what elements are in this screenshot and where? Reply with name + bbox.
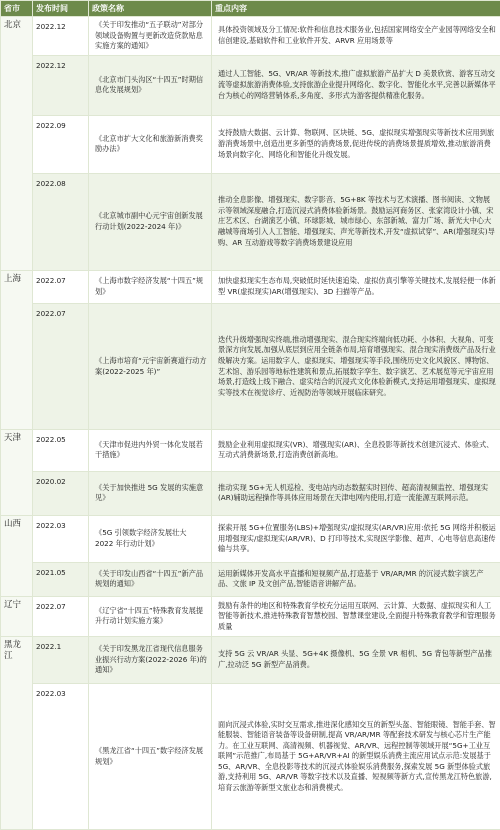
- policy-name-cell: 《上海市培育“元宇宙新赛道行动方案(2022-2025 年)”: [89, 304, 212, 429]
- content-cell: 支持鼓励大数据、云计算、物联网、区块链、5G、虚拟现实增强现实等新技术应用到旅游消费场景中,创造出更多新型的消费场景,促进传统的消费场景提质增效,推动旅游消费场景向数字化、网络化和智能化升级发展。: [212, 115, 500, 174]
- content-cell: 推动全息影像、增强现实、数字影音、5G+8K 等技术与艺术演播、图书阅读、文物展示等领域深度融合,打造沉浸式消费体验新场景。鼓励运河商务区、张家湾设计小镇、宋庄艺术区、台湖演艺小镇、环球影城、城市绿心、东部新城、富力广场、新光大中心大融城等商场引入人工智能、增强现实、声光等新技术,开发“虚拟试穿”、AR(增强现实)导购、AR 互动游戏等数字消费场景建设应用: [212, 174, 500, 270]
- table-row: [1, 17, 500, 56]
- content-cell: 鼓励有条件的地区和特殊教育学校充分运用互联网、云计算、大数据、虚拟现实和人工智能等新技术,推进特殊教育智慧校园、智慧课堂建设,全面提升特殊教育教学和管理服务质量: [212, 596, 500, 636]
- content-cell: 探索开展 5G+位置服务(LBS)+增强现实/虚拟现实(AR/VR)应用:依托 5G 网络并积极运用增强现实/虚拟现实(AR/VR)、D 打印等技术,实现医学影像、超声、心电等信息高速传输与共享。: [212, 515, 500, 562]
- date-cell: 2022.07: [33, 270, 89, 304]
- policy-name-cell: 《黑龙江省“十四五”数字经济发展规划》: [89, 684, 212, 830]
- date-cell: 2022.08: [33, 174, 89, 270]
- date-cell: 2022.12: [33, 56, 89, 116]
- content-cell: 通过人工智能、5G、VR/AR 等新技术,推广虚拟旅游产品扩大 D 美景欣赏、游客互动交流等虚拟旅游消费体验,支持旅游企业提升网络化、数字化、智能化水平,完善以新媒体平台为核心的网络营销体系,多角度、多形式为游客提供精准化服务。: [212, 56, 500, 116]
- policy-name-cell: 《北京市门头沟区“十四五”时期信息化发展规划》: [89, 56, 212, 116]
- date-cell: 2022.07: [33, 304, 89, 429]
- date-cell: 2022.03: [33, 515, 89, 562]
- header-release-date: 发布时间: [33, 1, 89, 17]
- province-cell: 北京: [1, 17, 33, 271]
- province-cell: 天津: [1, 429, 33, 515]
- table-row: [1, 515, 500, 562]
- date-cell: 2022.1: [33, 636, 89, 683]
- table-row: [1, 56, 500, 116]
- policy-name-cell: 《关于印发黑龙江省现代信息服务业振兴行动方案(2022-2026 年)的通知》: [89, 636, 212, 683]
- header-province: 省市: [1, 1, 33, 17]
- table-row: [1, 596, 500, 636]
- table-row: [1, 471, 500, 515]
- table-row: [1, 429, 500, 471]
- content-cell: 具体投资领域及分工情况:软件和信息技术服务业,包括国家网络安全产业园等网络安全和信创建设,基础软件和工业软件开发、ARVR 应用场景等: [212, 17, 500, 56]
- date-cell: 2020.02: [33, 471, 89, 515]
- table-row: [1, 270, 500, 304]
- province-cell: 山西: [1, 515, 33, 596]
- header-key-content: 重点内容: [212, 1, 500, 17]
- header-policy-name: 政策名称: [89, 1, 212, 17]
- date-cell: 2021.05: [33, 563, 89, 597]
- policy-name-cell: 《天津市促进内外贸一体化发展若干措施》: [89, 429, 212, 471]
- province-cell: 黑龙江: [1, 636, 33, 829]
- content-cell: 迭代升级增强现实终端,推动增强现实、混合现实终端向低功耗、小体积、大视角、可变景深方向发展,加强从底层到应用全链条布局,培育增强现实、混合现实消费级产品及行业级解决方案。运用数字人、虚拟现实、增强现实等手段,围绕历史文化风貌区、博物馆、艺术馆、游乐园等地标性建筑和景点,拓展数字孪生、数字演艺、艺术展览等元宇宙应用场景,打造线上线下融合、虚实结合的沉浸式文化体验新模式,支持运用增强现实、虚拟现实等技术在视觉诊疗、近视防治等领域开展临床研究。: [212, 304, 500, 429]
- date-cell: 2022.07: [33, 596, 89, 636]
- table-row: [1, 636, 500, 683]
- province-cell: 上海: [1, 270, 33, 429]
- table-row: [1, 174, 500, 270]
- policy-name-cell: 《5G 引领数字经济发展壮大 2022 年行动计划》: [89, 515, 212, 562]
- content-cell: 运用新媒体开发高水平直播和短视频产品,打造基于 VR/AR/MR 的沉浸式数字演艺产品、文旅 IP 及文创产品,智能语音讲解产品。: [212, 563, 500, 597]
- content-cell: 推动实现 5G+无人机巡检、变电站内动态数据实时回传、超高清视频监控、增强现实(AR)辅助远程操作等具体应用场景在天津电网内使用,打造一流能源互联网示范。: [212, 471, 500, 515]
- table-row: [1, 684, 500, 830]
- content-cell: 鼓励企业利用虚拟现实(VR)、增强现实(AR)、全息投影等新技术创建沉浸式、体验式、互动式消费新场景,打造消费创新高地。: [212, 429, 500, 471]
- policy-name-cell: 《关于印发山西省“十四五”新产品规划的通知》: [89, 563, 212, 597]
- date-cell: 2022.09: [33, 115, 89, 174]
- content-cell: 面向沉浸式体验,实时交互需求,推进深化感知交互的新型头盔、智能眼镜、智能手套、智能服装、智能语音装备等设备研制,提高 VR/AR/MR 等配套技术研发与核心芯片生产能力。在工业互联网、高清视频、机器视觉、AR/VR、远程控制等领域开展“5G+工业互联网”示范推广,布局基于 5G+AR/VR+AI 的新型娱乐消费主流应用试点示范:发展基于 5G、AR/VR、全息投影等技术的沉浸式体验娱乐消费服务,探索发展 5G 新型体验式旅游,支持利用 5G、AR/VR 等数字技术以及直播、短视频等新方式,宣传黑龙江特色旅游,培育云旅游等新型文旅业态和消费模式。: [212, 684, 500, 830]
- date-cell: 2022.03: [33, 684, 89, 830]
- content-cell: 支持 5G 云 VR/AR 头显、5G+4K 摄像机、5G 全景 VR 相机、5G 背包等新型产品推广,拉动泛 5G 新型产品消费。: [212, 636, 500, 683]
- policy-name-cell: 《北京城市副中心元宇宙创新发展行动计划(2022-2024 年)》: [89, 174, 212, 270]
- content-cell: 加快虚拟现实生态布局,突破低时延快速追染、虚拟仿真引擎等关键技术,发展轻便一体新型 VR(虚拟现实)AR(增强现实)、3D 扫描等产品。: [212, 270, 500, 304]
- date-cell: 2022.12: [33, 17, 89, 56]
- policy-name-cell: 《北京市扩大文化和旅游新消费奖励办法》: [89, 115, 212, 174]
- table-header-row: [1, 1, 500, 17]
- table-row: [1, 563, 500, 597]
- policy-name-cell: 《辽宁省“十四五”特殊教育发展提升行动计划实施方案》: [89, 596, 212, 636]
- date-cell: 2022.05: [33, 429, 89, 471]
- table-row: [1, 304, 500, 429]
- province-cell: 辽宁: [1, 596, 33, 636]
- policy-name-cell: 《关于印发推动“五子联动”对部分领域设备购置与更新改造贷款贴息实施方案的通知》: [89, 17, 212, 56]
- table-row: [1, 115, 500, 174]
- policy-name-cell: 《上海市数字经济发展“十四五”规划》: [89, 270, 212, 304]
- policy-name-cell: 《关于加快推进 5G 发展的实施意见》: [89, 471, 212, 515]
